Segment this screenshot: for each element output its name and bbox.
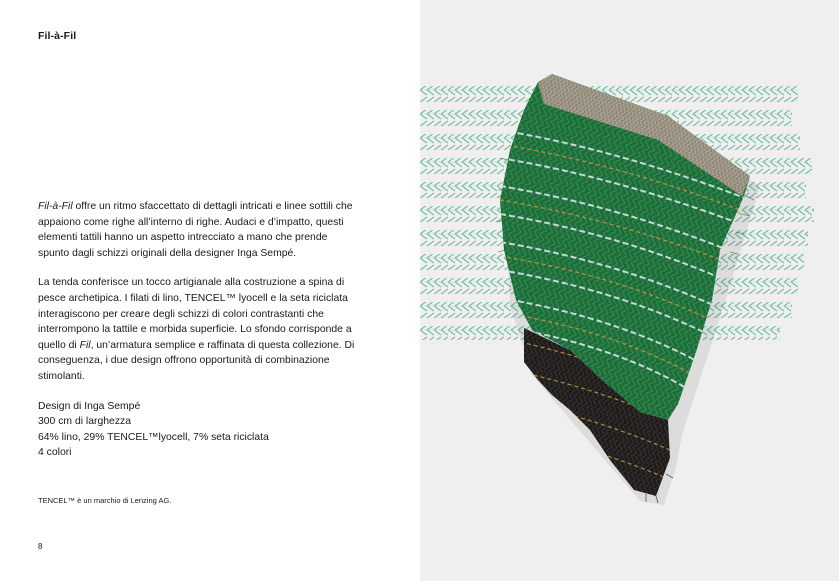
body-text [38,199,358,475]
trademark-footnote: TENCEL™ è un marchio di Lenzing AG. [38,496,172,505]
spec-colors: 4 colori [38,447,72,459]
page-title: Fil-à-Fil [38,30,77,42]
fabric-sample-image [420,0,839,581]
description-paragraph [38,275,358,384]
description-text-after: , un’armatura semplice e raffinata di questa collezione. Di conseguenza, i due design offrono opportunità di combinazione stimolanti. [38,339,355,382]
spec-width: 300 cm di larghezza [38,416,131,428]
description-text-before: La tenda conferisce un tocco artigianale alla costruzione a spina di pesce archetipica. I filati di lino, TENCEL™ lyocell e la seta riciclata interagiscono per creare degli schizzi di colori contrastanti che interrompono la tattile e morbida superficie. Lo sfondo corrisponde a quello di [38,277,352,351]
product-name: Fil-à-Fil [38,201,73,212]
specs-list [38,399,358,461]
description-emphasis: Fil [79,339,91,351]
fabric-photo [420,0,839,581]
page-number: 8 [38,542,43,551]
spec-designer: Design di Inga Sempé [38,400,141,412]
intro-paragraph [38,199,358,261]
intro-text: offre un ritmo sfaccettato di dettagli intricati e linee sottili che appaiono come righe all’interno di righe. Audaci e d’impatto, questi elementi tattili hanno un aspetto intrecciato a mano che prende spunto dagli schizzi originali della designer Inga Sempé. [38,201,353,259]
spec-composition: 64% lino, 29% TENCEL™lyocell, 7% seta riciclata [38,431,269,443]
